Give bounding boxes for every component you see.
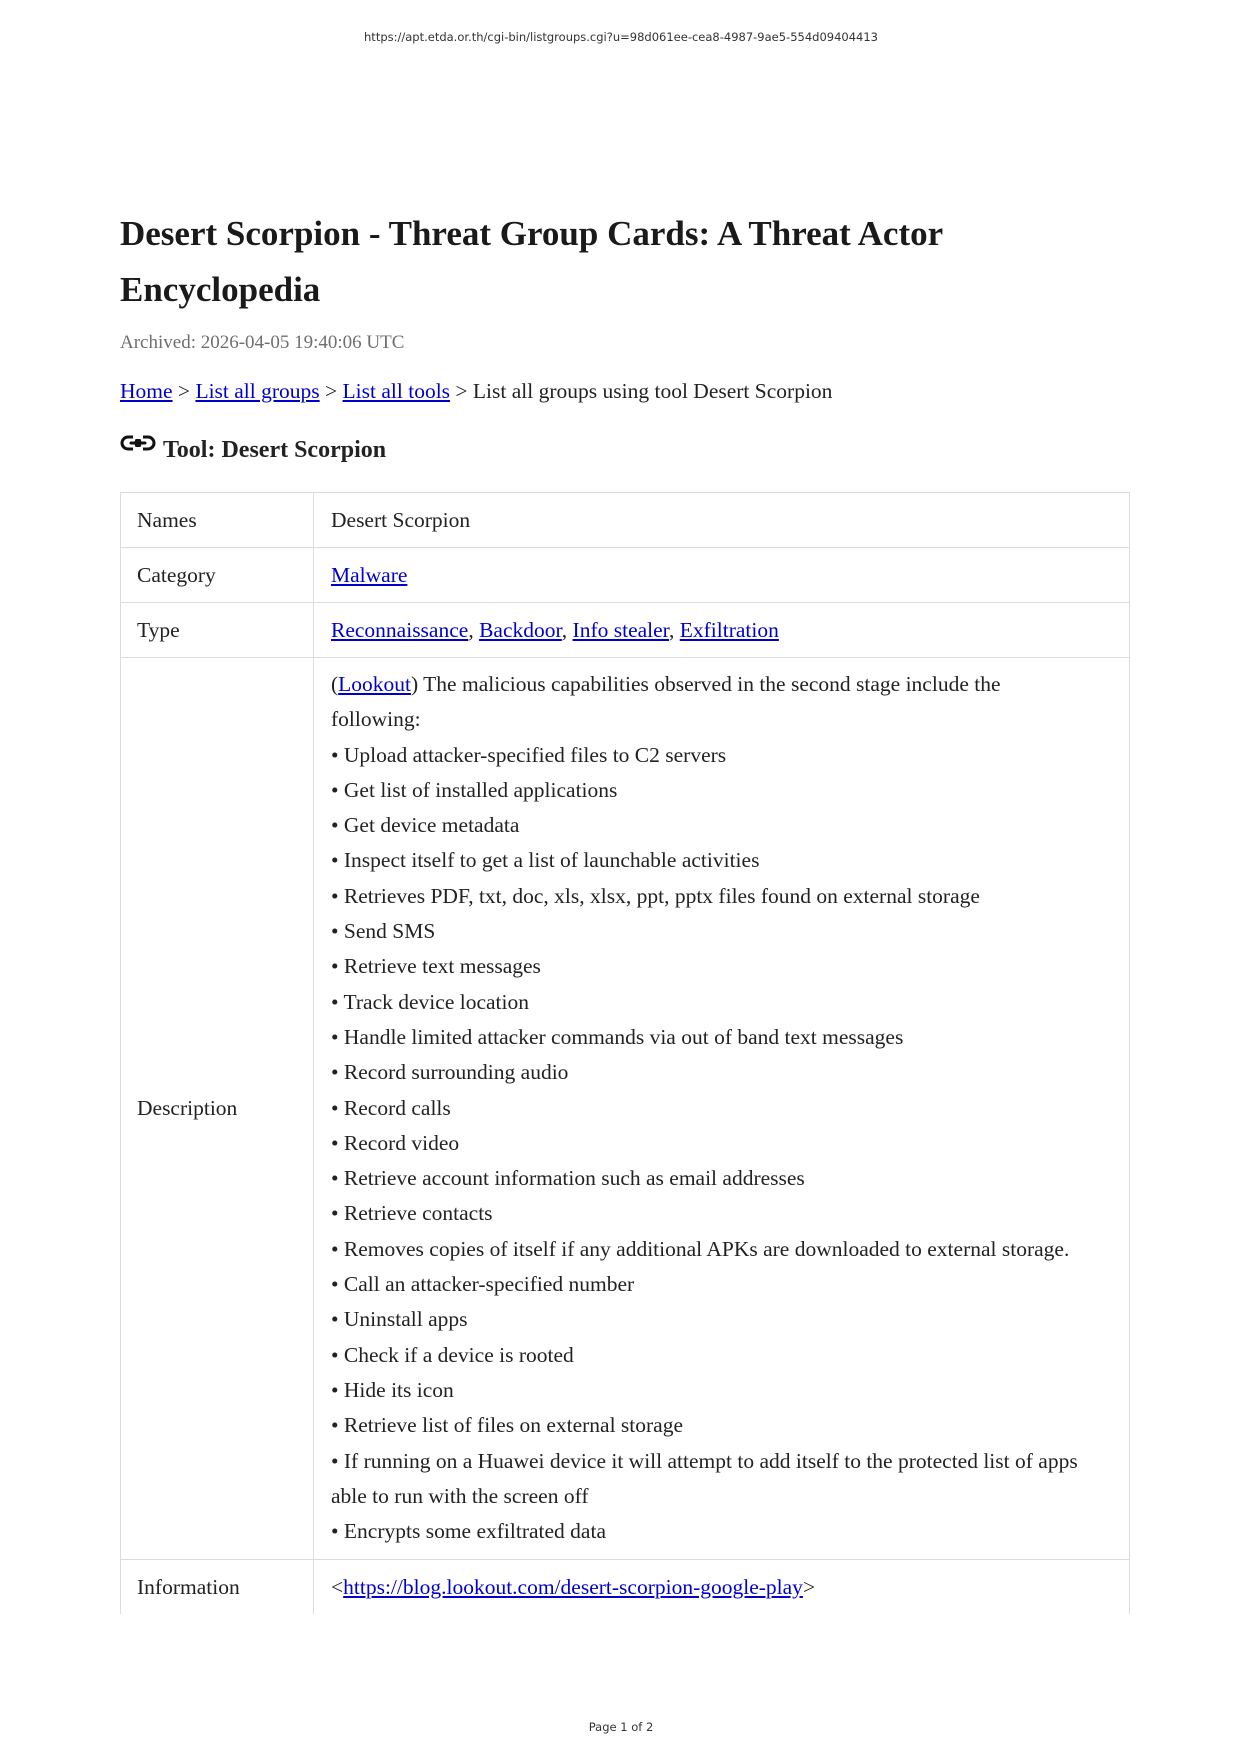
names-value: Desert Scorpion [314,493,1130,548]
type-separator: , [468,617,480,642]
list-item: • Hide its icon [331,1377,454,1402]
type-separator: , [668,617,680,642]
list-item: • Retrieve text messages [331,954,541,979]
list-item: • Retrieve account information such as email addresses [331,1166,805,1191]
description-open-paren: ( [331,672,339,696]
tool-heading [120,437,1130,464]
list-item: • Uninstall apps [331,1307,468,1332]
link-icon [120,433,156,455]
description-label: Description [121,658,314,1560]
list-item: • Get device metadata [331,813,520,838]
type-info-stealer-link[interactable]: Info stealer [572,617,669,642]
category-value [314,548,1130,603]
description-intro-text: ) The malicious capabilities observed in the second stage include the [411,672,1001,696]
table-row-type [121,603,1130,658]
table-row-description [121,658,1130,1560]
type-separator: , [561,617,573,642]
archived-timestamp: Archived: 2026-04-05 19:40:06 UTC [120,332,405,353]
breadcrumb [120,379,1130,404]
list-item: • Record video [331,1130,460,1155]
information-value [314,1560,1130,1615]
page-url: https://apt.etda.or.th/cgi-bin/listgroups.cgi?u=98d061ee-cea8-4987-9ae5-554d09404413 [364,30,878,44]
type-reconnaissance-link[interactable]: Reconnaissance [331,617,469,642]
list-item: • Send SMS [331,919,436,944]
breadcrumb-tools-link[interactable]: List all tools [342,379,451,403]
page-title: Desert Scorpion - Threat Group Cards: A Threat Actor Encyclopedia [120,214,943,309]
information-close-bracket: > [802,1574,816,1599]
lookout-source-link[interactable]: Lookout [338,672,412,696]
list-item: • Check if a device is rooted [331,1342,574,1367]
category-malware-link[interactable]: Malware [331,562,408,587]
list-item: • Encrypts some exfiltrated data [331,1519,606,1544]
list-item: • Record surrounding audio [331,1060,569,1085]
tool-info-table [120,492,1130,1614]
category-label: Category [121,548,314,603]
page-number: Page 1 of 2 [588,1720,654,1734]
list-item: • Upload attacker-specified files to C2 servers [331,742,727,767]
list-item: • Call an attacker-specified number [331,1272,635,1297]
table-row-information [121,1560,1130,1615]
information-label: Information [121,1560,314,1615]
breadcrumb-separator: > [172,379,196,403]
table-row-category [121,548,1130,603]
list-item: • Retrieves PDF, txt, doc, xls, xlsx, ppt, pptx files found on external storage [331,883,980,908]
breadcrumb-groups-link[interactable]: List all groups [195,379,320,403]
breadcrumb-home-link[interactable]: Home [120,379,173,403]
list-item: • Inspect itself to get a list of launchable activities [331,848,760,873]
breadcrumb-current: > List all groups using tool Desert Scorpion [450,379,833,403]
type-exfiltration-link[interactable]: Exfiltration [679,617,779,642]
description-intro-continued: following: [331,707,421,732]
lookout-blog-link[interactable]: https://blog.lookout.com/desert-scorpion-google-play [343,1574,803,1599]
information-open-bracket: < [331,1574,344,1599]
list-item: • Handle limited attacker commands via out of band text messages [331,1024,904,1049]
list-item: • Removes copies of itself if any additional APKs are downloaded to external storage. [331,1236,1070,1261]
list-item: • If running on a Huawei device it will attempt to add itself to the protected list of apps [331,1448,1078,1473]
type-backdoor-link[interactable]: Backdoor [479,617,562,642]
list-item: • Get list of installed applications [331,777,618,802]
breadcrumb-separator: > [319,379,343,403]
type-value [314,603,1130,658]
list-item: able to run with the screen off [331,1483,589,1508]
table-row-names [121,493,1130,548]
names-label: Names [121,493,314,548]
list-item: • Record calls [331,1095,451,1120]
type-label: Type [121,603,314,658]
list-item: • Track device location [331,989,529,1014]
main-content [120,206,1130,1614]
list-item: • Retrieve contacts [331,1201,493,1226]
description-value [314,658,1130,1560]
list-item: • Retrieve list of files on external storage [331,1413,684,1438]
tool-heading-text: Tool: Desert Scorpion [163,437,387,463]
description-intro [331,667,1113,702]
